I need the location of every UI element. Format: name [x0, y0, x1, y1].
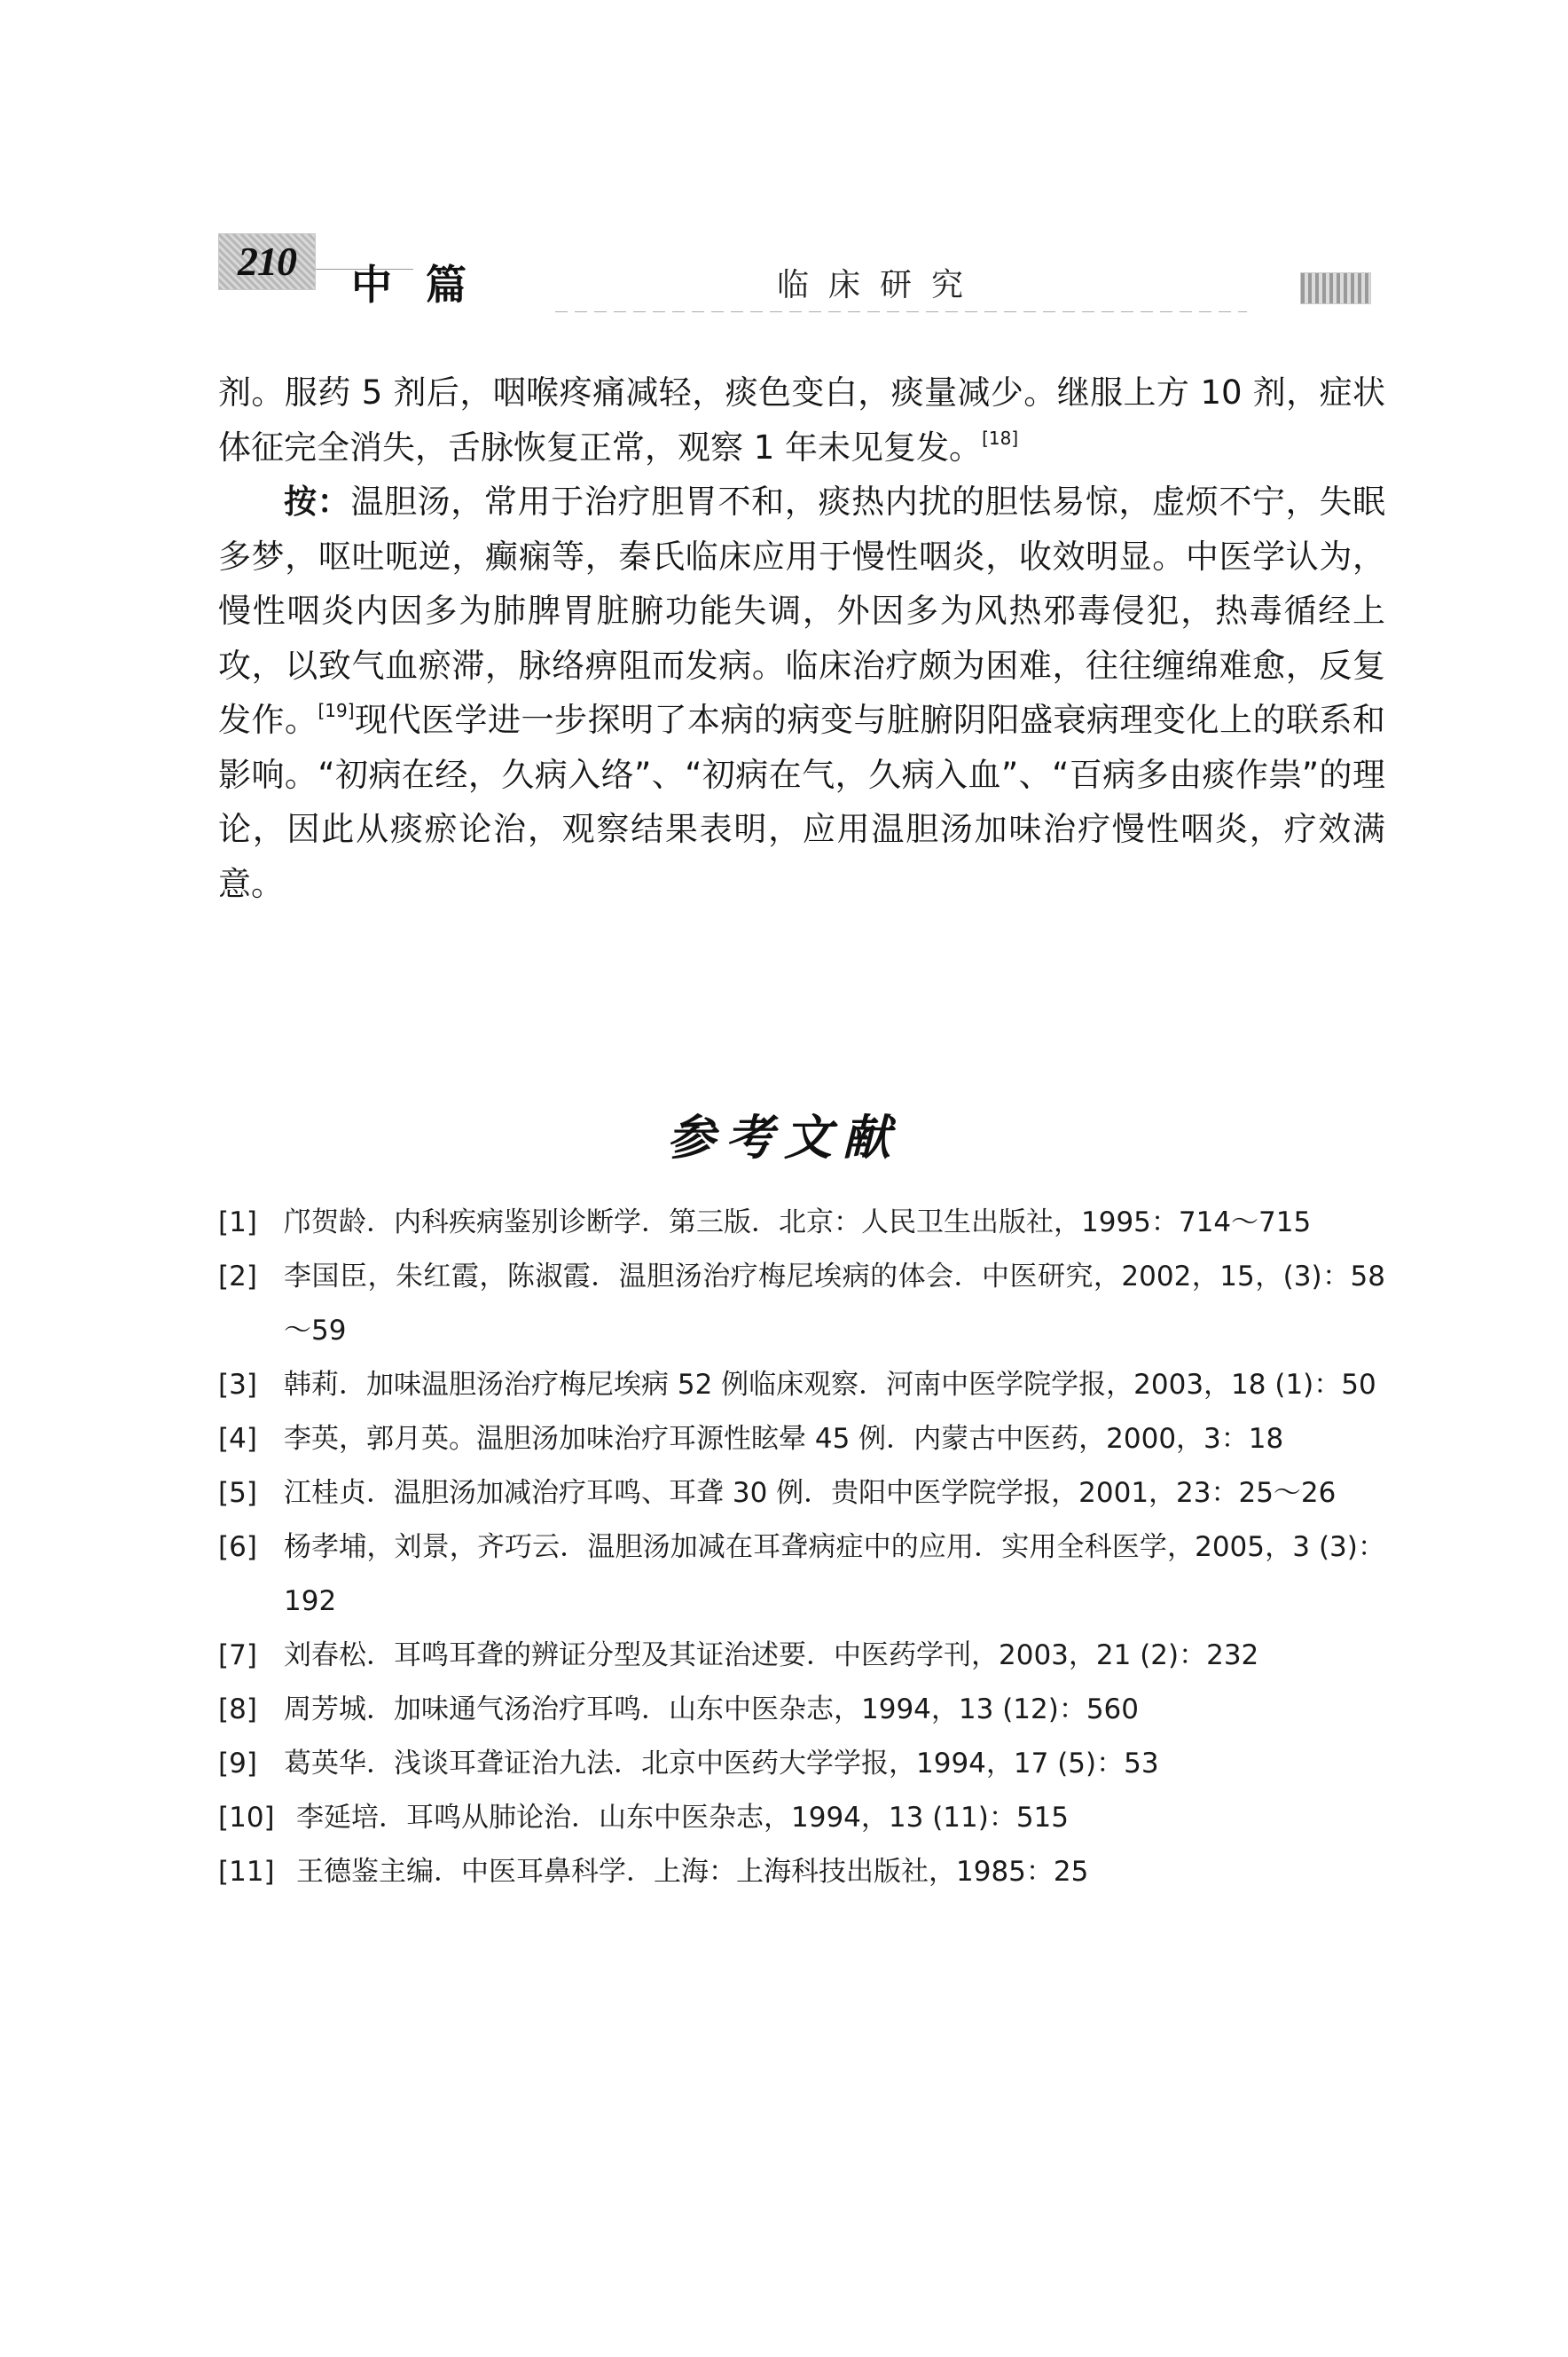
- reference-text: 韩莉．加味温胆汤治疗梅尼埃病 52 例临床观察．河南中医学院学报，2003，18 (1)：50: [284, 1369, 1376, 1401]
- reference-text: 王德鉴主编．中医耳鼻科学．上海：上海科技出版社，1985：25: [296, 1856, 1089, 1888]
- paragraph: [218, 475, 1385, 911]
- page-number: 210: [218, 233, 316, 290]
- reference-text: 葛英华．浅谈耳聋证治九法．北京中医药大学学报，1994，17 (5)：53: [284, 1748, 1159, 1780]
- header-divider: [555, 311, 1247, 312]
- body-text: [218, 365, 1385, 911]
- reference-text: 李英，郭月英。温胆汤加味治疗耳源性眩晕 45 例．内蒙古中医药，2000，3：18: [284, 1423, 1284, 1455]
- references-list: [218, 1196, 1385, 1899]
- reference-number: [2]: [218, 1261, 257, 1292]
- reference-text: 杨孝埔，刘景，齐巧云．温胆汤加减在耳聋病症中的应用．实用全科医学，2005，3 (3)：192: [284, 1531, 1385, 1617]
- reference-item: [218, 1196, 1385, 1250]
- part-title: 中篇: [351, 261, 500, 309]
- reference-item: [218, 1737, 1385, 1791]
- citation: [18]: [982, 427, 1019, 449]
- paragraph-text: 现代医学进一步探明了本病的病变与脏腑阴阳盛衰病理变化上的联系和影响。“初病在经，久病入络”、“初病在气，久病入血”、“百病多由痰作祟”的理论，因此从痰瘀论治，观察结果表明，应用温胆汤加味治疗慢性咽炎，疗效满意。: [218, 701, 1386, 903]
- page-header: [218, 226, 1389, 315]
- reference-item: [218, 1629, 1385, 1683]
- reference-item: [218, 1412, 1385, 1466]
- reference-text: 刘春松．耳鸣耳聋的辨证分型及其证治述要．中医药学刊，2003，21 (2)：232: [284, 1639, 1259, 1671]
- reference-number: [8]: [218, 1693, 257, 1725]
- reference-text: 江桂贞．温胆汤加减治疗耳鸣、耳聋 30 例．贵阳中医学院学报，2001，23：25～26: [284, 1477, 1337, 1509]
- reference-number: [7]: [218, 1639, 257, 1671]
- reference-text: 周芳城．加味通气汤治疗耳鸣．山东中医杂志，1994，13 (12)：560: [284, 1693, 1139, 1725]
- reference-number: [11]: [218, 1856, 275, 1888]
- reference-number: [6]: [218, 1531, 257, 1563]
- reference-number: [9]: [218, 1748, 257, 1780]
- reference-item: [218, 1466, 1385, 1520]
- reference-text: 邝贺龄．内科疾病鉴别诊断学．第三版．北京：人民卫生出版社，1995：714～715: [284, 1206, 1312, 1238]
- reference-item: [218, 1791, 1385, 1845]
- section-title: 临床研究: [777, 267, 984, 303]
- paragraph-text: 温胆汤，常用于治疗胆胃不和，痰热内扰的胆怯易惊，虚烦不宁，失眠多梦，呕吐呃逆，癫痫等，秦氏临床应用于慢性咽炎，收效明显。中医学认为，慢性咽炎内因多为肺脾胃脏腑功能失调，外因多为风热邪毒侵犯，热毒循经上攻，以致气血瘀滞，脉络痹阻而发病。临床治疗颇为困难，往往缠绵难愈，反复发作。: [218, 483, 1385, 739]
- paragraph: [218, 365, 1385, 475]
- reference-number: [5]: [218, 1477, 257, 1509]
- reference-number: [10]: [218, 1802, 275, 1834]
- corner-decoration-icon: [1300, 272, 1371, 304]
- reference-text: 李国臣，朱红霞，陈淑霞．温胆汤治疗梅尼埃病的体会．中医研究，2002，15，(3)：58～59: [284, 1261, 1385, 1347]
- references-title: 参考文献: [667, 1109, 901, 1166]
- reference-item: [218, 1683, 1385, 1737]
- reference-item: [218, 1845, 1385, 1899]
- reference-number: [1]: [218, 1206, 257, 1238]
- reference-item: [218, 1358, 1385, 1412]
- reference-item: [218, 1520, 1385, 1629]
- citation: [19]: [318, 700, 355, 721]
- paragraph-lead: 按：: [284, 483, 351, 521]
- reference-number: [4]: [218, 1423, 257, 1455]
- reference-number: [3]: [218, 1369, 257, 1401]
- reference-text: 李延培．耳鸣从肺论治．山东中医杂志，1994，13 (11)：515: [296, 1802, 1069, 1834]
- reference-item: [218, 1250, 1385, 1358]
- paragraph-text: 剂。服药 5 剂后，咽喉疼痛减轻，痰色变白，痰量减少。继服上方 10 剂，症状体征完全消失，舌脉恢复正常，观察 1 年未见复发。: [218, 373, 1385, 467]
